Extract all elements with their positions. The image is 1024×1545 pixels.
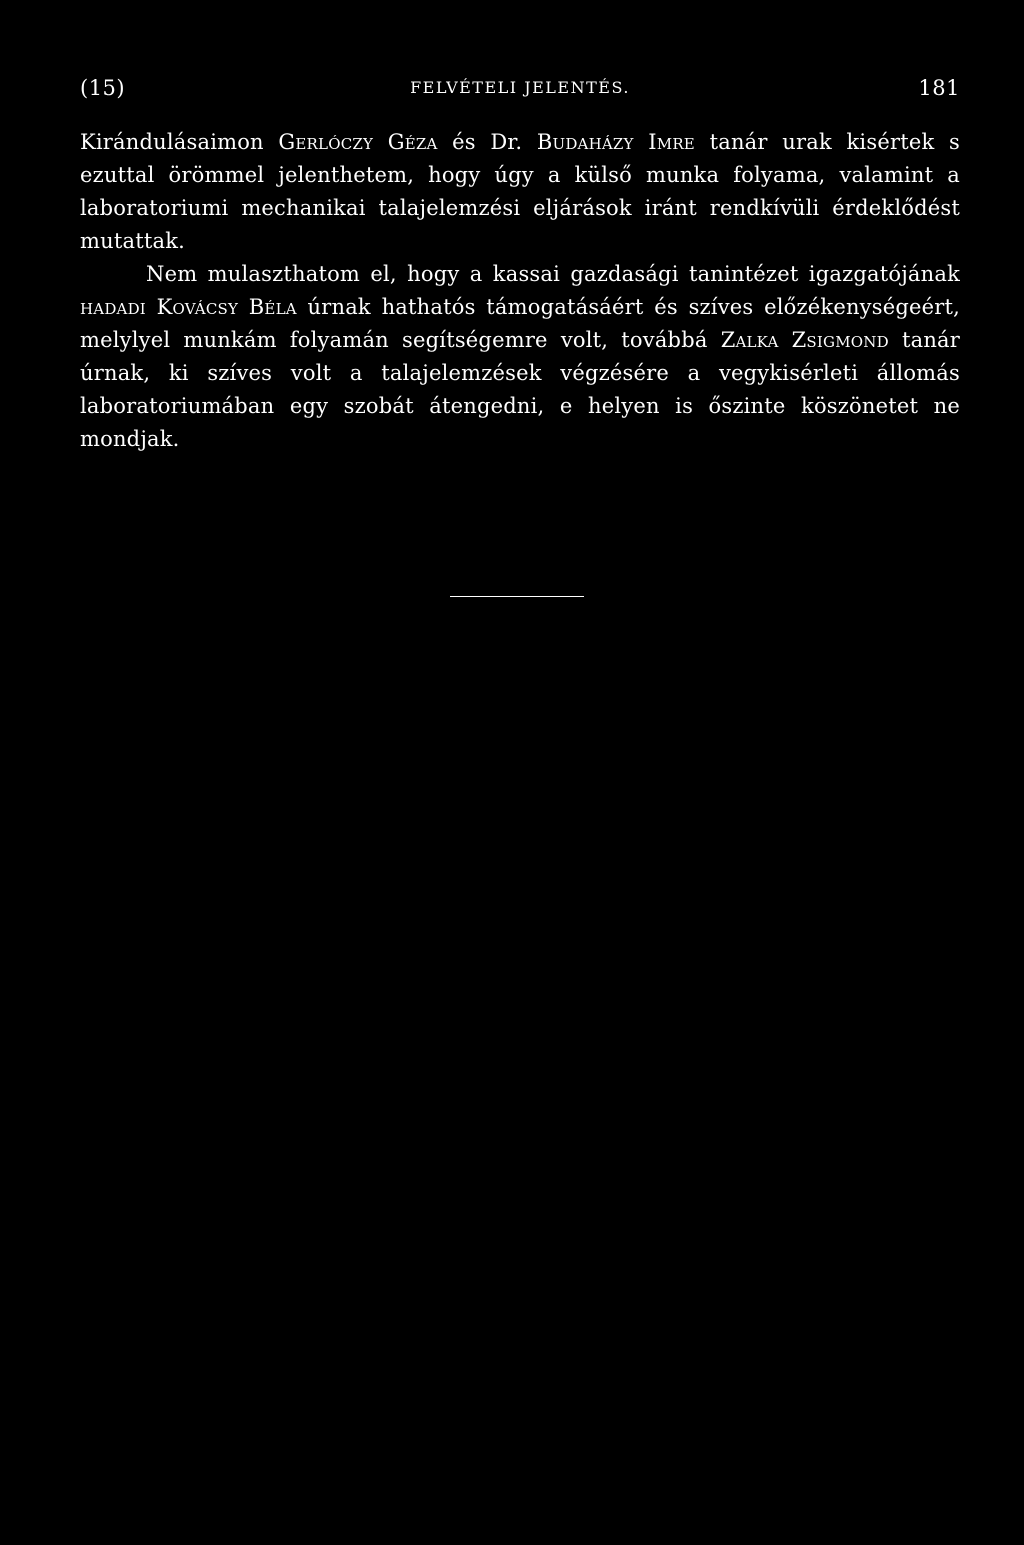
- page-header: [80, 72, 960, 104]
- text-span: Kirándulásaimon: [80, 130, 279, 154]
- body-text: [80, 126, 960, 456]
- page-number-right: 181: [918, 76, 960, 100]
- person-name-kovacsy: hadadi Kovácsy Béla: [80, 295, 297, 319]
- person-name-gerloczy: Gerlóczy Géza: [278, 130, 438, 154]
- running-title: FELVÉTELI JELENTÉS.: [410, 78, 630, 97]
- person-name-budahazy: Budaházy Imre: [536, 130, 695, 154]
- person-name-zalka: Zalka Zsigmond: [720, 328, 889, 352]
- paragraph-2: [80, 258, 960, 456]
- text-span: tanár urak kisértek s ezuttal örömmel jelenthetem, hogy úgy a külső munka folyama, valamint a laboratoriumi mechanikai talajelemzési eljárások iránt rendkívüli érdeklődést mutattak.: [80, 130, 960, 253]
- text-span: úrnak hathatós támogatásáért és szíves előzékenységeért, melylyel munkám folyamán segítségemre volt, továbbá: [80, 295, 960, 352]
- text-span: és Dr.: [437, 130, 537, 154]
- text-span: Nem mulaszthatom el, hogy a kassai gazdasági tanintézet igazgatójának: [146, 262, 960, 286]
- page-number-left: (15): [80, 76, 126, 100]
- paragraph-1: [80, 126, 960, 258]
- text-span: tanár úrnak, ki szíves volt a talajelemzések végzésére a vegykisérleti állomás laboratoriumában egy szobát átengedni, e helyen is őszinte köszönetet ne mondjak.: [80, 328, 960, 451]
- section-divider: [450, 596, 584, 597]
